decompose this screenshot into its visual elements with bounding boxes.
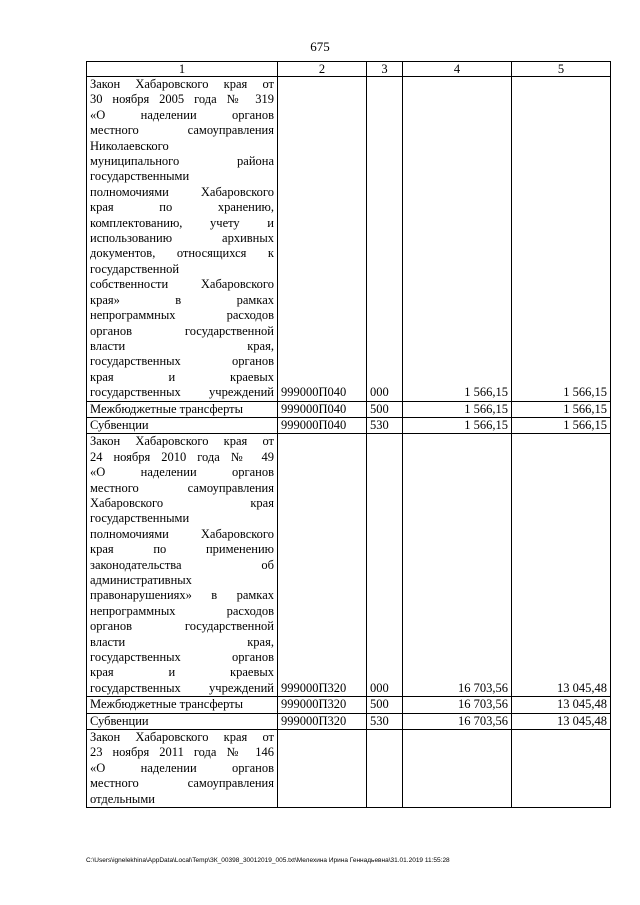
row-name-line: 30 ноября 2005 года № 319 — [90, 92, 274, 107]
row-name-line: полномочиями Хабаровского — [90, 184, 274, 199]
row-name-line: муниципального района — [90, 154, 274, 169]
row-name-line: края и краевых — [90, 665, 274, 680]
table-row — [87, 697, 611, 713]
row-code-cell: 999000П040 — [278, 401, 367, 417]
row-name-line: края и краевых — [90, 369, 274, 384]
row-name-line: власти края, — [90, 634, 274, 649]
row-name-line: использованию архивных — [90, 231, 274, 246]
row-name-line: «О наделении органов — [90, 465, 274, 480]
row-name-line: Закон Хабаровского края от — [90, 730, 274, 745]
header-col-2: 2 — [278, 62, 367, 77]
row-name-cell — [87, 730, 278, 808]
row-name-line: 23 ноября 2011 года № 146 — [90, 745, 274, 760]
row-name-line: правонарушениях» в рамках — [90, 588, 274, 603]
row-amount-1-cell: 16 703,56 — [403, 434, 512, 697]
table-row — [87, 434, 611, 697]
table-body — [87, 77, 611, 808]
row-name-cell — [87, 434, 278, 697]
row-amount-2-cell — [512, 730, 611, 808]
row-amount-1-cell: 1 566,15 — [403, 401, 512, 417]
row-name-line: органов государственной — [90, 323, 274, 338]
row-amount-2-cell: 1 566,15 — [512, 401, 611, 417]
row-name-line: государственной — [90, 261, 180, 276]
row-name-line: собственности Хабаровского — [90, 277, 274, 292]
table-header-row — [87, 62, 611, 77]
row-name-line: «О наделении органов — [90, 107, 274, 122]
row-name-line: государственных органов — [90, 650, 274, 665]
row-expense-type-cell — [367, 730, 403, 808]
row-name-line: документов, относящихся к — [90, 246, 274, 261]
row-name-line: государственными — [90, 511, 190, 526]
page-number: 675 — [310, 39, 330, 54]
table-row — [87, 77, 611, 402]
header-col-5: 5 — [512, 62, 611, 77]
row-code-cell — [278, 730, 367, 808]
row-name-line: местного самоуправления — [90, 123, 274, 138]
row-name-line: власти края, — [90, 338, 274, 353]
header-col-1: 1 — [87, 62, 278, 77]
row-amount-2-cell: 1 566,15 — [512, 417, 611, 433]
row-name-line: административных — [90, 573, 192, 587]
row-amount-1-cell: 16 703,56 — [403, 713, 512, 729]
row-name-line: государственных учреждений — [90, 385, 274, 400]
table-row — [87, 417, 611, 433]
row-name-line: отдельными — [90, 791, 155, 806]
row-name-line: государственных органов — [90, 354, 274, 369]
row-name-line: законодательства об — [90, 557, 274, 572]
row-expense-type-cell: 530 — [367, 713, 403, 729]
row-name-line: непрограммных расходов — [90, 308, 274, 323]
row-name-line: местного самоуправления — [90, 480, 274, 495]
row-name-line: Николаевского — [90, 138, 169, 153]
row-name-line: Закон Хабаровского края от — [90, 434, 274, 449]
row-amount-2-cell: 13 045,48 — [512, 434, 611, 697]
row-amount-2-cell: 13 045,48 — [512, 697, 611, 713]
row-name-cell: Субвенции — [87, 417, 278, 433]
row-expense-type-cell: 000 — [367, 77, 403, 402]
header-col-4: 4 — [403, 62, 512, 77]
row-expense-type-cell: 000 — [367, 434, 403, 697]
row-expense-type-cell: 500 — [367, 401, 403, 417]
row-expense-type-cell: 500 — [367, 697, 403, 713]
row-name-line: Хабаровского края — [90, 495, 274, 510]
row-name-line: полномочиями Хабаровского — [90, 526, 274, 541]
row-name-line: органов государственной — [90, 619, 274, 634]
row-name-line: государственных учреждений — [90, 680, 274, 695]
row-name-line: комплектованию, учету и — [90, 215, 274, 230]
row-name-line: края по применению — [90, 542, 274, 557]
row-amount-1-cell — [403, 730, 512, 808]
row-name-cell: Межбюджетные трансферты — [87, 697, 278, 713]
row-name-line: местного самоуправления — [90, 776, 274, 791]
row-expense-type-cell: 530 — [367, 417, 403, 433]
row-amount-1-cell: 1 566,15 — [403, 417, 512, 433]
row-name-line: 24 ноября 2010 года № 49 — [90, 449, 274, 464]
row-amount-2-cell: 13 045,48 — [512, 713, 611, 729]
table-row — [87, 713, 611, 729]
row-name-line: «О наделении органов — [90, 760, 274, 775]
row-name-line: государственными — [90, 169, 190, 184]
row-code-cell: 999000П320 — [278, 434, 367, 697]
row-name-line: Закон Хабаровского края от — [90, 77, 274, 91]
table-row — [87, 401, 611, 417]
budget-table — [86, 61, 611, 808]
row-amount-1-cell: 1 566,15 — [403, 77, 512, 402]
table-row — [87, 730, 611, 808]
row-name-cell — [87, 77, 278, 402]
row-name-cell: Субвенции — [87, 713, 278, 729]
row-code-cell: 999000П320 — [278, 713, 367, 729]
row-code-cell: 999000П040 — [278, 77, 367, 402]
row-name-line: края» в рамках — [90, 292, 274, 307]
row-name-line: непрограммных расходов — [90, 603, 274, 618]
header-col-3: 3 — [367, 62, 403, 77]
row-amount-1-cell: 16 703,56 — [403, 697, 512, 713]
row-name-line: края по хранению, — [90, 200, 274, 215]
row-name-cell: Межбюджетные трансферты — [87, 401, 278, 417]
row-code-cell: 999000П320 — [278, 697, 367, 713]
file-path-footer: C:\Users\ignelekhina\AppData\Local\Temp\ЗК_00398_30012019_005.txt\Мелехина Ирина Геннадьевна\31.01.2019 11:55:28 — [86, 857, 450, 864]
row-code-cell: 999000П040 — [278, 417, 367, 433]
row-amount-2-cell: 1 566,15 — [512, 77, 611, 402]
